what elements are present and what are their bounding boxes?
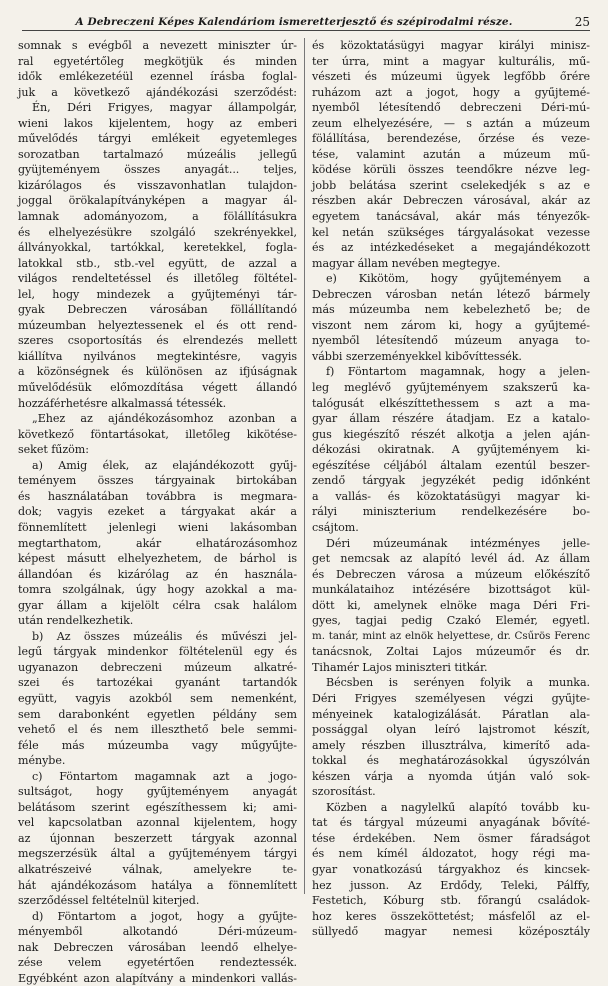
text-line: amely részben illusztrálva, kimerítő ada-: [312, 738, 590, 752]
text-line: Festetich, Kóburg stb. főrangú családok-: [312, 894, 590, 908]
text-line: ugyanazon debreczeni múzeum alkatré-: [18, 660, 297, 674]
text-line: megtarthatom, akár elhatározásomhoz: [18, 536, 297, 550]
text-line: kiállítva nyilvános megtekintésre, vagyis: [18, 349, 297, 363]
text-line: Déri múzeumának intézményes jelle-: [326, 536, 590, 550]
text-line: seket fűzöm:: [18, 443, 89, 457]
text-line: „Ehez az ajándékozásomhoz azonban a: [32, 412, 297, 426]
text-line: más múzeumba nem kebelezhető be; de: [312, 303, 590, 317]
text-line: lamnak adományozom, a fölállításukra: [18, 210, 297, 224]
text-line: munkálataihoz intézésére bizottságot kül-: [312, 583, 590, 597]
text-line: művelődésük előmozdítása végett állandó: [18, 381, 297, 395]
text-line: tanácsnok, Zoltai Lajos múzeumőr és dr.: [312, 645, 590, 659]
text-line: gus kiegészítő részét alkotja a jelen aján-: [312, 427, 590, 441]
text-line: vészeti és múzeumi ügyek legfőbb őrére: [312, 70, 590, 84]
text-line: fölállítása, berendezése, őrzése és veze-: [312, 132, 590, 146]
text-line: kizárólagos és visszavonhatlan tulajdon-: [18, 178, 297, 192]
text-line: szorosítást.: [312, 785, 376, 799]
text-line: hoz keres összeköttetést; másfelől az el-: [312, 909, 590, 923]
text-columns: [18, 38, 590, 985]
header-title: A Debreczeni Képes Kalendáriom ismeretterjesztő és szépirodalmi része.: [75, 16, 513, 28]
text-line: tése érdekében. Nem ösmer fáradságot: [312, 831, 590, 845]
text-line: sorozatban tartalmazó múzeális jellegű: [18, 147, 297, 161]
text-line: süllyedő magyar nemesi középosztály: [312, 925, 590, 939]
text-line: vábbi szerzeményekkel kibővíttessék.: [312, 349, 522, 363]
text-line: zeum elhelyezésére, — s aztán a múzeum: [312, 116, 590, 130]
text-line: után rendelkezhetik.: [18, 614, 134, 628]
text-line: gyüjteményem összes anyagát... teljes,: [18, 163, 297, 177]
text-line: gyar vonatkozású tárgyakhoz és kincsek-: [312, 862, 590, 876]
text-line: gyar állam a kijelölt célra csak halálom: [18, 598, 297, 612]
text-line: együtt, vagyis azokból sem nemenként,: [18, 691, 297, 705]
text-line: hát ajándékozásom hatálya a fönnemlített: [18, 878, 297, 892]
right-column: [304, 38, 590, 939]
text-line: Egyébként azon alapítvány a mindenkori vallás-: [18, 971, 297, 985]
text-line: ruházom azt a jogot, hogy a gyűjtemé-: [312, 85, 590, 99]
text-line: féle más múzeumba vagy műgyűjte-: [18, 738, 297, 752]
text-line: get nemcsak az alapító levél ád. Az állam: [312, 552, 590, 566]
text-line: nyemből létesítendő debreczeni Déri-mú-: [312, 101, 590, 115]
text-line: Debreczen városban netán létező bármely: [312, 287, 590, 301]
text-line: Bécsben is serényen folyik a munka.: [326, 676, 590, 690]
text-line: szeres csoportosítás és elrendezés mellett: [18, 334, 297, 348]
text-line: gyes, tagjai pedig Czakó Elemér, egyetl.: [312, 614, 590, 628]
text-line: és használatában továbbra is megmara-: [18, 489, 297, 503]
text-line: megszerzésük által a gyűjteményem tárgyi: [18, 847, 297, 861]
text-line: gyar állam részére átadjam. Ez a katalo-: [312, 412, 590, 426]
text-line: rályi miniszterium rendelkezésére bo-: [312, 505, 590, 519]
text-line: állandóan és kizárólag az én használa-: [18, 567, 297, 581]
text-line: múzeumban helyeztessenek el és ott rend-: [18, 318, 297, 332]
text-line: joggal örökalapítványképen a magyar ál-: [18, 194, 297, 208]
text-line: magyar állam nevében megtegye.: [312, 256, 501, 270]
text-line: tése, valamint azután a múzeum mű-: [312, 147, 590, 161]
text-line: egyetem tanácsával, akár más tényezők-: [312, 210, 590, 224]
text-line: zése velem egyetértően rendeztessék.: [18, 956, 297, 970]
text-line: ményemből alkotandó Déri-múzeum-: [18, 925, 297, 939]
text-line: possággal olyan leíró lajstromot készít,: [312, 723, 590, 737]
text-line: talógusát elkészíttethessem s azt a ma-: [312, 396, 590, 410]
text-line: és Debreczen városa a múzeum előkészítő: [312, 567, 590, 581]
text-line: és közoktatásügyi magyar királyi minisz-: [312, 39, 590, 52]
text-line: tat és tárgyal múzeumi anyagának bővíté-: [312, 816, 590, 830]
text-line: viszont nem zárom ki, hogy a gyűjtemé-: [312, 318, 590, 332]
text-line: ködése körüli összes teendőkre nézve leg-: [312, 163, 590, 177]
text-line: dött ki, amelynek elnöke maga Déri Fri-: [312, 598, 590, 612]
left-column: [18, 38, 297, 985]
text-line: hozzáférhetésre alkalmassá tétessék.: [18, 396, 227, 410]
text-line: Közben a nagylelkű alapító tovább ku-: [326, 800, 590, 814]
text-line: alkatrészeivé válnak, amelyekre te-: [18, 862, 297, 876]
text-line: következő föntartásokat, illetőleg kikötése-: [18, 427, 297, 441]
text-line: jobb belátása szerint cselekedjék s az e: [312, 178, 590, 192]
text-line: az újonnan beszerzett tárgyak azonnal: [18, 831, 297, 845]
text-line: készen várja a nyomda útján való sok-: [312, 769, 590, 783]
text-line: b) Az összes múzeális és művészi jel-: [32, 629, 297, 643]
text-line: állványokkal, tartókkal, keretekkel, fogla-: [18, 241, 297, 255]
text-line: és elhelyezésükre szolgáló szekrényekkel,: [18, 225, 297, 239]
text-line: egészítése céljából általam ezentúl beszer-: [312, 458, 590, 472]
text-line: és nem kímél áldozatot, hogy régi ma-: [312, 847, 590, 861]
text-line: tomra szolgálnak, úgy hogy azokkal a ma-: [18, 583, 297, 597]
text-line: sem darabonként egyetlen példány sem: [18, 707, 297, 721]
text-line: f) Föntartom magamnak, hogy a jelen-: [326, 365, 590, 379]
text-line: latokkal stb., stb.-vel együtt, de azzal a: [18, 256, 297, 270]
text-line: művelődés tárgyi emlékeit egyetemleges: [18, 132, 297, 146]
text-line: tokkal és meghatározásokkal úgyszólván: [312, 754, 590, 768]
text-line: c) Föntartom magamnak azt a jogo-: [32, 769, 297, 783]
text-line: a vallás- és közoktatásügyi magyar ki-: [312, 489, 590, 503]
text-line: zendő tárgyak jegyzékét pedig időnként: [312, 474, 590, 488]
text-line: nak Debreczen városában leendő elhelye-: [18, 940, 297, 954]
text-line: fönnemlített jelenlegi wieni lakásomban: [18, 520, 297, 534]
text-line: juk a következő ajándékozási szerződést:: [18, 85, 297, 99]
text-line: ral egyetértőleg megkötjük és minden: [18, 54, 297, 68]
text-line: szerződéssel feltételnül kiterjed.: [18, 894, 200, 908]
text-line: a) Amig élek, az elajándékozott gyűj-: [32, 458, 297, 472]
text-line: e) Kikötöm, hogy gyűjteményem a: [326, 272, 590, 286]
text-line: képest másutt elhelyezhetem, de bárhol is: [18, 552, 297, 566]
text-line: és az intézkedéseket a megajándékozott: [312, 241, 590, 255]
text-line: ter úrra, mint a magyar kulturális, mű-: [312, 54, 590, 68]
text-line: dékozási okiratnak. A gyűjteményem ki-: [312, 443, 590, 457]
text-line: somnak s evégből a nevezett miniszter úr-: [18, 39, 297, 52]
text-line: belátásom szerint egészíthessem ki; ami-: [18, 800, 297, 814]
text-line: wieni lakos kijelentem, hogy az emberi: [18, 116, 297, 130]
text-line: leg meglévő gyűjteményem szakszerű ka-: [312, 381, 590, 395]
running-header: [22, 8, 590, 31]
text-line: m. tanár, mint az elnök helyettese, dr. Csűrös Ferenc: [312, 629, 590, 642]
text-line: szei és tartozékai gyanánt tartandók: [18, 676, 297, 690]
text-line: nyemből létesítendő múzeum anyaga to-: [312, 334, 590, 348]
text-line: részben akár Debreczen városával, akár az: [312, 194, 590, 208]
text-line: idők emlékezetéül ezennel írásba foglal-: [18, 70, 297, 84]
text-line: gyak Debreczen városában föllállítandó: [18, 303, 297, 317]
text-line: sultságot, hogy gyűjteményem anyagát: [18, 785, 297, 799]
text-line: teményem összes tárgyainak birtokában: [18, 474, 297, 488]
text-line: Déri Frigyes személyesen végzi gyűjte-: [312, 691, 590, 705]
text-line: d) Föntartom a jogot, hogy a gyűjte-: [32, 909, 297, 923]
text-line: a közönségnek és különösen az ifjúságnak: [18, 365, 297, 379]
text-line: Én, Déri Frigyes, magyar állampolgár,: [32, 101, 297, 115]
page-number: 25: [574, 15, 590, 29]
text-line: hez jusson. Az Erdődy, Teleki, Pálffy,: [312, 878, 590, 892]
text-line: kel netán szükséges tárgyalásokat vezesse: [312, 225, 590, 239]
text-line: ményeinek katalogizálását. Páratlan ala-: [312, 707, 590, 721]
text-line: dok; vagyis ezeket a tárgyakat akár a: [18, 505, 297, 519]
text-line: ménybe.: [18, 754, 66, 768]
text-line: vel kapcsolatban azonnal kijelentem, hogy: [18, 816, 297, 830]
text-line: legű tárgyak mindenkor föltételenül egy és: [18, 645, 297, 659]
text-line: Tihamér Lajos miniszteri titkár.: [312, 660, 488, 674]
text-line: vehető el és nem illeszthető bele semmi-: [18, 723, 297, 737]
text-line: lel, hogy mindezek a gyűjteményi tár-: [18, 287, 297, 301]
text-line: világos rendeltetéssel és illetőleg föltétel-: [18, 272, 297, 286]
text-line: csájtom.: [312, 520, 359, 534]
